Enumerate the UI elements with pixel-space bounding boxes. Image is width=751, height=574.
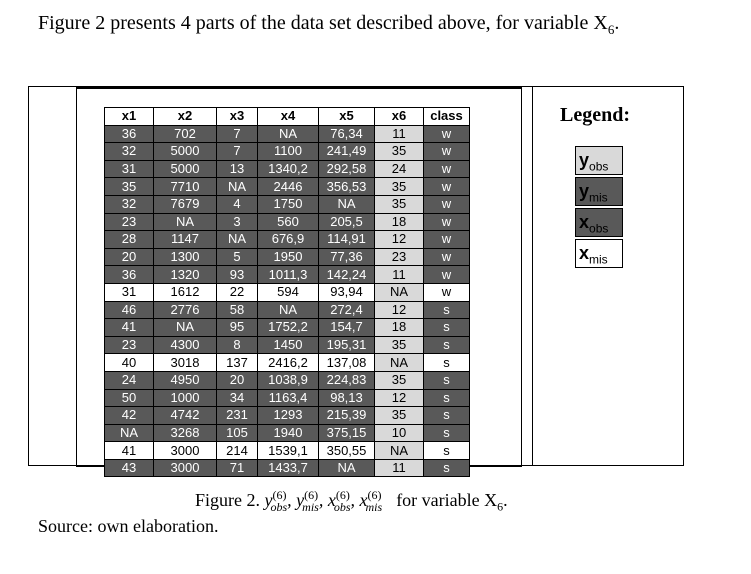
cell-x6: 18 (375, 319, 424, 337)
table-row (105, 442, 470, 460)
cell-x2: 4742 (154, 407, 217, 425)
cell-x3: 214 (217, 442, 258, 460)
caption-term (296, 488, 319, 514)
caption-term-superscript: (6) (304, 488, 319, 502)
legend-item-y-mis (575, 177, 623, 206)
caption-term-symbol: y (264, 490, 273, 510)
table-row (105, 301, 470, 319)
cell-x5: 224,83 (319, 371, 375, 389)
cell-x3: 58 (217, 301, 258, 319)
cell-x5: 215,39 (319, 407, 375, 425)
cell-class: w (424, 195, 470, 213)
legend-title-text: Legend (560, 104, 624, 126)
cell-class: s (424, 354, 470, 372)
table-row (105, 195, 470, 213)
cell-class: w (424, 283, 470, 301)
caption-separator: , (318, 490, 328, 510)
cell-class: s (424, 371, 470, 389)
cell-x2: NA (154, 213, 217, 231)
caption-term-symbol: x (359, 490, 368, 510)
cell-x2: 7710 (154, 178, 217, 196)
cell-x5: 142,24 (319, 266, 375, 284)
cell-x3: 71 (217, 459, 258, 477)
table-row (105, 178, 470, 196)
table-row (105, 283, 470, 301)
cell-x4: 594 (258, 283, 319, 301)
cell-x1: 41 (105, 319, 154, 337)
caption-tail-end: . (503, 490, 508, 510)
cell-x3: 34 (217, 389, 258, 407)
table-header-row (105, 108, 470, 126)
cell-x6: 35 (375, 143, 424, 161)
cell-class: s (424, 336, 470, 354)
cell-x4: 1340,2 (258, 160, 319, 178)
cell-x4: 2446 (258, 178, 319, 196)
source-note: Source: own elaboration. (38, 516, 219, 536)
header-x1: x1 (105, 108, 154, 126)
cell-class: w (424, 248, 470, 266)
caption-tail-text: for variable X (396, 490, 498, 510)
intro-end: . (614, 12, 620, 34)
caption-separator: , (350, 490, 360, 510)
cell-x6: 35 (375, 195, 424, 213)
cell-x3: NA (217, 231, 258, 249)
cell-class: s (424, 459, 470, 477)
cell-x5: 356,53 (319, 178, 375, 196)
cell-x5: 350,55 (319, 442, 375, 460)
cell-x3: 7 (217, 143, 258, 161)
cell-x6: NA (375, 354, 424, 372)
table-row (105, 424, 470, 442)
legend-item-y-obs (575, 146, 623, 175)
caption-term-subscript: obs (270, 499, 288, 514)
table-row (105, 389, 470, 407)
cell-x4: 676,9 (258, 231, 319, 249)
cell-x5: 292,58 (319, 160, 375, 178)
cell-class: w (424, 143, 470, 161)
cell-x3: 7 (217, 125, 258, 143)
cell-x6: 12 (375, 389, 424, 407)
legend-subscript: obs (589, 159, 609, 174)
table-row (105, 319, 470, 337)
header-class: class (424, 108, 470, 126)
cell-x6: 23 (375, 248, 424, 266)
cell-class: w (424, 266, 470, 284)
cell-x1: 41 (105, 442, 154, 460)
caption-term (264, 488, 288, 514)
cell-x1: 40 (105, 354, 154, 372)
cell-x4: 1011,3 (258, 266, 319, 284)
legend-subscript: obs (589, 221, 609, 236)
legend-symbol: x (579, 212, 590, 232)
cell-x2: 702 (154, 125, 217, 143)
data-table (104, 107, 470, 477)
table-panel (76, 87, 522, 476)
table-row (105, 459, 470, 477)
header-x6: x6 (375, 108, 424, 126)
cell-x6: 11 (375, 459, 424, 477)
caption-prefix: Figure 2. (195, 490, 260, 510)
cell-class: s (424, 407, 470, 425)
cell-x1: 43 (105, 459, 154, 477)
legend-symbol: y (579, 150, 590, 170)
figure-caption (195, 488, 508, 515)
cell-x5: 195,31 (319, 336, 375, 354)
cell-x3: 20 (217, 371, 258, 389)
cell-x5: 205,5 (319, 213, 375, 231)
cell-x1: 23 (105, 336, 154, 354)
cell-x2: 3018 (154, 354, 217, 372)
panel-divider (532, 87, 533, 465)
table-body (105, 125, 470, 477)
cell-x2: 1612 (154, 283, 217, 301)
legend-subscript: mis (589, 252, 608, 267)
cell-x5: 98,13 (319, 389, 375, 407)
cell-x1: 35 (105, 178, 154, 196)
cell-x1: 32 (105, 195, 154, 213)
caption-term-subscript: mis (365, 499, 383, 514)
table-row (105, 213, 470, 231)
cell-x2: 7679 (154, 195, 217, 213)
cell-x5: NA (319, 459, 375, 477)
intro-subscript: 6 (607, 22, 615, 37)
cell-class: w (424, 231, 470, 249)
table-row (105, 407, 470, 425)
caption-term-superscript: (6) (367, 488, 382, 502)
cell-class: w (424, 125, 470, 143)
caption-tail-subscript: 6 (497, 499, 504, 514)
legend-box (575, 146, 623, 270)
cell-x4: 1940 (258, 424, 319, 442)
table-row (105, 231, 470, 249)
cell-x3: 95 (217, 319, 258, 337)
legend-title (560, 104, 630, 127)
cell-class: w (424, 213, 470, 231)
caption-term-subscript: obs (333, 499, 351, 514)
cell-x2: 3000 (154, 442, 217, 460)
cell-x5: 154,7 (319, 319, 375, 337)
cell-x3: 137 (217, 354, 258, 372)
header-x4: x4 (258, 108, 319, 126)
table-row (105, 143, 470, 161)
cell-x6: 35 (375, 336, 424, 354)
cell-x4: 1752,2 (258, 319, 319, 337)
table-row (105, 371, 470, 389)
cell-class: s (424, 424, 470, 442)
cell-x4: 1163,4 (258, 389, 319, 407)
caption-term-subscript: mis (302, 499, 319, 514)
cell-x4: NA (258, 301, 319, 319)
cell-x3: NA (217, 178, 258, 196)
table-row (105, 336, 470, 354)
cell-x4: 560 (258, 213, 319, 231)
cell-x2: 1147 (154, 231, 217, 249)
cell-x3: 13 (217, 160, 258, 178)
cell-x5: 114,91 (319, 231, 375, 249)
cell-x5: 93,94 (319, 283, 375, 301)
cell-x1: NA (105, 424, 154, 442)
cell-x2: 1320 (154, 266, 217, 284)
intro-sentence (38, 12, 619, 38)
cell-x4: 1539,1 (258, 442, 319, 460)
cell-class: s (424, 301, 470, 319)
cell-x1: 24 (105, 371, 154, 389)
table-row (105, 266, 470, 284)
cell-x3: 105 (217, 424, 258, 442)
legend-subscript: mis (589, 190, 608, 205)
cell-x4: 1950 (258, 248, 319, 266)
caption-tail (396, 490, 508, 514)
legend-item-x-obs (575, 208, 623, 237)
cell-x2: 4950 (154, 371, 217, 389)
table-row (105, 160, 470, 178)
caption-term (327, 488, 351, 514)
figure-frame (28, 86, 684, 476)
caption-term-symbol: x (327, 490, 336, 510)
cell-x6: 11 (375, 125, 424, 143)
cell-x1: 20 (105, 248, 154, 266)
cell-x5: 76,34 (319, 125, 375, 143)
cell-x2: 3000 (154, 459, 217, 477)
cell-x3: 4 (217, 195, 258, 213)
cell-x2: 3268 (154, 424, 217, 442)
cell-class: s (424, 442, 470, 460)
cell-x3: 231 (217, 407, 258, 425)
cell-x6: 11 (375, 266, 424, 284)
cell-x6: 35 (375, 407, 424, 425)
cell-x5: 272,4 (319, 301, 375, 319)
cell-x1: 36 (105, 125, 154, 143)
caption-term-symbol: y (296, 490, 305, 510)
cell-x4: 1450 (258, 336, 319, 354)
header-x5: x5 (319, 108, 375, 126)
cell-x1: 42 (105, 407, 154, 425)
cell-x3: 8 (217, 336, 258, 354)
caption-term-superscript: (6) (272, 488, 287, 502)
header-x3: x3 (217, 108, 258, 126)
cell-x5: 241,49 (319, 143, 375, 161)
cell-x6: 12 (375, 301, 424, 319)
caption-term (359, 488, 383, 514)
cell-x1: 50 (105, 389, 154, 407)
cell-x5: 375,15 (319, 424, 375, 442)
cell-x6: 10 (375, 424, 424, 442)
table-row (105, 248, 470, 266)
legend-title-colon: : (623, 104, 631, 126)
cell-x5: NA (319, 195, 375, 213)
cell-x1: 28 (105, 231, 154, 249)
cell-x2: 4300 (154, 336, 217, 354)
cell-x4: 1038,9 (258, 371, 319, 389)
cell-x6: 35 (375, 371, 424, 389)
caption-math (264, 488, 383, 514)
legend-symbol: x (579, 243, 590, 263)
cell-x6: NA (375, 442, 424, 460)
cell-x3: 5 (217, 248, 258, 266)
cell-x4: 2416,2 (258, 354, 319, 372)
cell-x2: 2776 (154, 301, 217, 319)
cell-x3: 93 (217, 266, 258, 284)
cell-class: s (424, 319, 470, 337)
cell-x5: 77,36 (319, 248, 375, 266)
caption-separator: , (287, 490, 297, 510)
cell-x2: 1000 (154, 389, 217, 407)
cell-x2: 1300 (154, 248, 217, 266)
legend-item-x-mis (575, 239, 623, 268)
header-x2: x2 (154, 108, 217, 126)
cell-class: w (424, 160, 470, 178)
cell-x6: 35 (375, 178, 424, 196)
cell-x4: 1433,7 (258, 459, 319, 477)
cell-x6: 12 (375, 231, 424, 249)
cell-x1: 32 (105, 143, 154, 161)
intro-text: Figure 2 presents 4 parts of the data set described above, for variable X (38, 12, 608, 34)
table-row (105, 125, 470, 143)
cell-x6: 24 (375, 160, 424, 178)
cell-class: s (424, 389, 470, 407)
cell-x4: NA (258, 125, 319, 143)
cell-class: w (424, 178, 470, 196)
cell-x1: 31 (105, 160, 154, 178)
legend-symbol: y (579, 181, 590, 201)
cell-x1: 36 (105, 266, 154, 284)
cell-x1: 46 (105, 301, 154, 319)
cell-x3: 3 (217, 213, 258, 231)
cell-x2: NA (154, 319, 217, 337)
cell-x3: 22 (217, 283, 258, 301)
cell-x4: 1750 (258, 195, 319, 213)
cell-x4: 1293 (258, 407, 319, 425)
cell-x2: 5000 (154, 160, 217, 178)
cell-x1: 23 (105, 213, 154, 231)
cell-x1: 31 (105, 283, 154, 301)
cell-x6: 18 (375, 213, 424, 231)
cell-x2: 5000 (154, 143, 217, 161)
cell-x4: 1100 (258, 143, 319, 161)
cell-x5: 137,08 (319, 354, 375, 372)
caption-term-superscript: (6) (335, 488, 350, 502)
table-row (105, 354, 470, 372)
cell-x6: NA (375, 283, 424, 301)
